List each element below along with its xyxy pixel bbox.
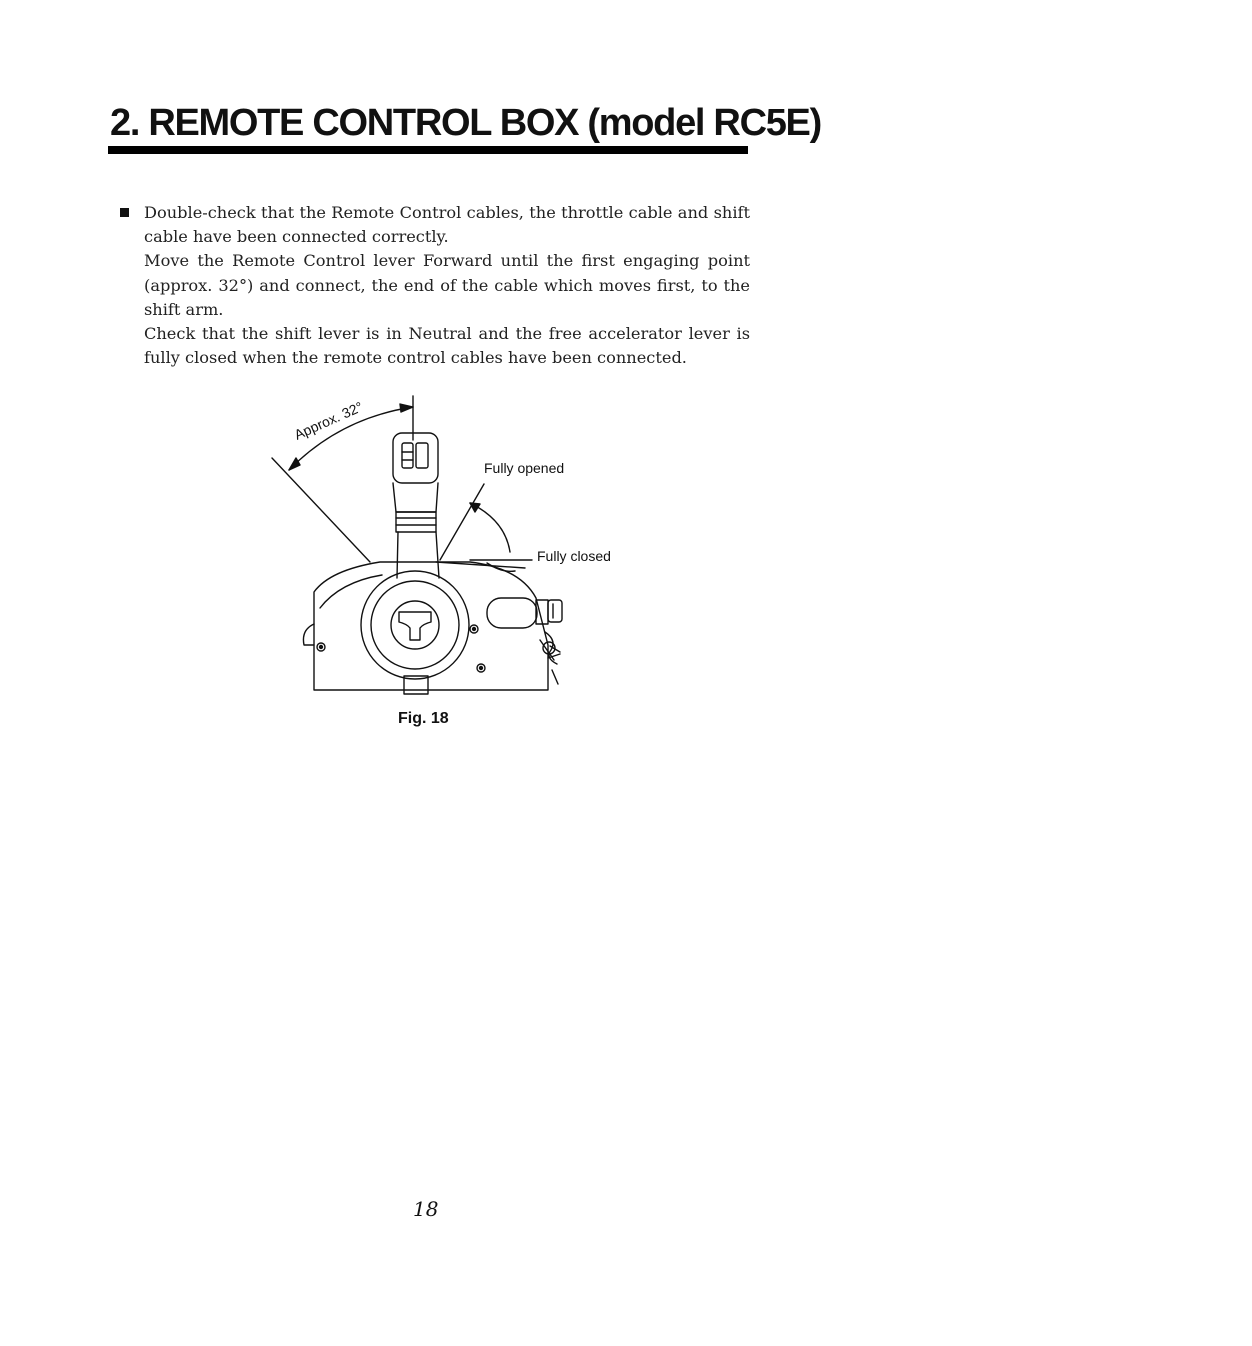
fully-opened-line bbox=[440, 484, 484, 560]
fully-closed-label: Fully closed bbox=[537, 548, 611, 564]
lever-button-right bbox=[416, 443, 428, 468]
instruction-text bbox=[144, 201, 750, 370]
wiring-harness bbox=[540, 632, 560, 684]
ignition-key bbox=[548, 600, 562, 622]
remote-control-box-illustration bbox=[250, 385, 650, 705]
angle-32-line bbox=[272, 458, 370, 562]
bullet-marker bbox=[120, 208, 129, 217]
lever-grip-body bbox=[393, 483, 438, 512]
lever-collar bbox=[396, 512, 436, 532]
lever-hub-outer bbox=[361, 571, 469, 679]
angle-label: Approx. 32° bbox=[291, 398, 366, 443]
swing-arrow-top bbox=[470, 503, 480, 512]
page-number: 18 bbox=[413, 1197, 439, 1221]
title-underline bbox=[108, 146, 748, 154]
hub-emblem-ring bbox=[391, 601, 439, 649]
paragraph-check-neutral: Check that the shift lever is in Neutral and the free accelerator lever is fully closed when the remote control cables have been connected. bbox=[144, 324, 750, 368]
arc-arrow-right bbox=[400, 404, 413, 412]
control-box-housing bbox=[314, 562, 548, 690]
lever-hub-inner bbox=[371, 581, 459, 669]
paragraph-move-lever: Move the Remote Control lever Forward until the first engaging point (approx. 32°) and connect, the end of the cable which moves first, to the shift arm. bbox=[144, 251, 750, 319]
fully-opened-label: Fully opened bbox=[484, 460, 565, 476]
hub-emblem-logo bbox=[399, 612, 431, 640]
figure-caption: Fig. 18 bbox=[398, 710, 449, 727]
lever-button-left bbox=[402, 443, 413, 468]
key-switch-housing bbox=[487, 598, 537, 628]
left-side-tab bbox=[303, 624, 314, 645]
section-title: 2. REMOTE CONTROL BOX (model RC5E) bbox=[110, 102, 821, 144]
paragraph-check-cables: Double-check that the Remote Control cables, the throttle cable and shift cable have been connected correctly. bbox=[144, 203, 750, 247]
arc-arrow-left bbox=[289, 458, 300, 470]
